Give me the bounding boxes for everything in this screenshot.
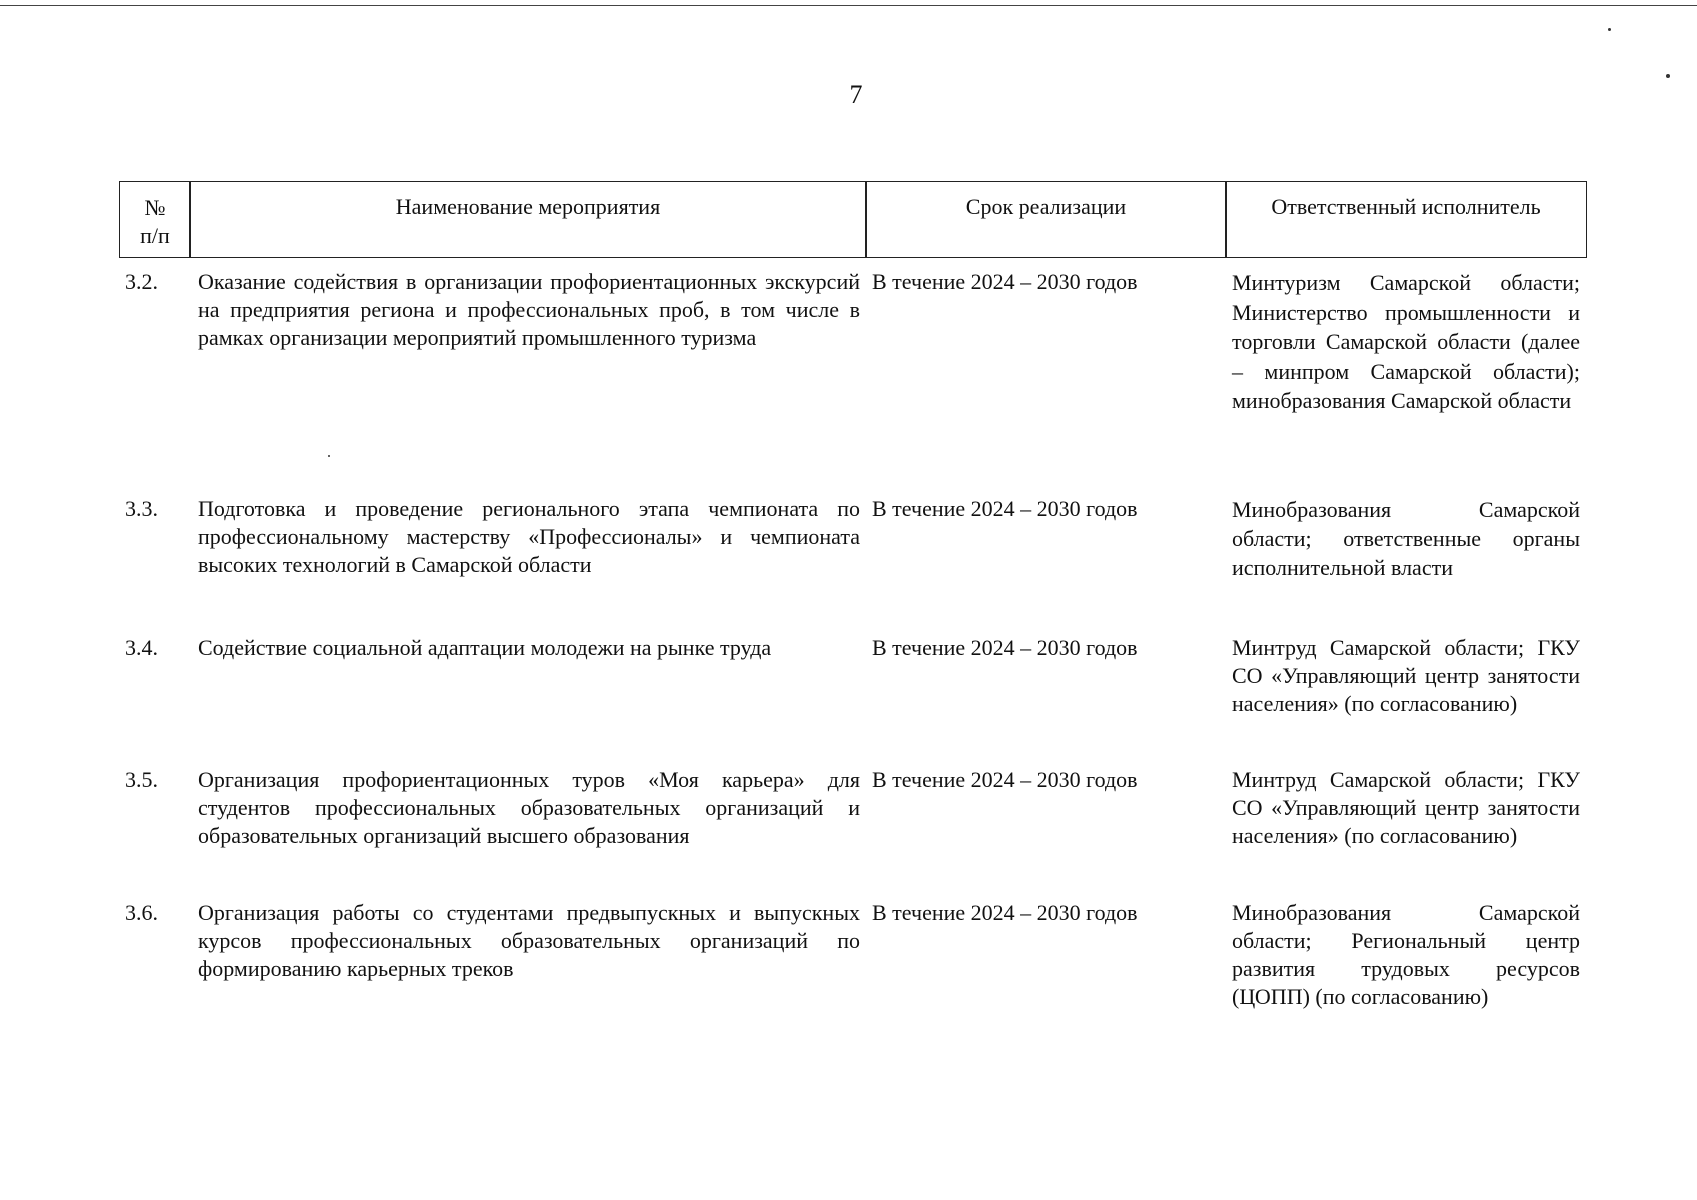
row-term: В течение 2024 – 2030 годов [872,635,1138,660]
row-activity: Содействие социальной адаптации молодежи на рынке труда [198,635,772,660]
row-term: В течение 2024 – 2030 годов [872,900,1138,925]
header-name-label: Наименование мероприятия [395,194,661,219]
header-responsible-label: Ответственный исполнитель [1271,194,1541,219]
row-number: 3.5. [125,767,158,792]
top-scan-edge [0,5,1697,6]
row-term: В течение 2024 – 2030 годов [872,269,1138,294]
row-responsible: Минтуризм Самарской области; Министерство промышленности и торговли Самарской области (далее – минпром Самарской области); минобразования Самарской области [1232,270,1580,413]
row-number: 3.6. [125,900,158,925]
header-name [189,181,867,258]
header-num [119,181,191,258]
row-activity: Организация профориентационных туров «Моя карьера» для студентов профессиональных образовательных организаций и образовательных организаций высшего образования [198,767,860,848]
row-activity: Оказание содействия в организации профориентационных экскурсий на предприятия региона и профессиональных проб, в том числе в рамках организации мероприятий промышленного туризма [198,269,860,350]
row-term: В течение 2024 – 2030 годов [872,496,1138,521]
row-activity: Организация работы со студентами предвыпускных и выпускных курсов профессиональных образовательных организаций по формированию карьерных треков [198,900,860,981]
scan-speck [328,455,330,457]
row-number: 3.3. [125,496,158,521]
row-responsible: Минобразования Самарской области; ответственные органы исполнительной власти [1232,497,1580,580]
row-responsible: Минтруд Самарской области; ГКУ СО «Управляющий центр занятости населения» (по согласованию) [1232,635,1580,716]
page-number: 7 [849,80,863,109]
row-number: 3.4. [125,635,158,660]
row-responsible: Минтруд Самарской области; ГКУ СО «Управляющий центр занятости населения» (по согласованию) [1232,767,1580,848]
row-activity: Подготовка и проведение регионального этапа чемпионата по профессиональному мастерству «Профессионалы» и чемпионата высоких технологий в Самарской области [198,496,860,577]
header-term-label: Срок реализации [965,194,1127,219]
header-num-label: № п/п [140,195,170,248]
header-responsible [1225,181,1587,258]
row-term: В течение 2024 – 2030 годов [872,767,1138,792]
row-number: 3.2. [125,269,158,294]
header-term [865,181,1227,258]
row-responsible: Минобразования Самарской области; Региональный центр развития трудовых ресурсов (ЦОПП) (по согласованию) [1232,900,1580,1009]
scan-speck [1666,74,1670,78]
scan-speck [1608,28,1611,31]
